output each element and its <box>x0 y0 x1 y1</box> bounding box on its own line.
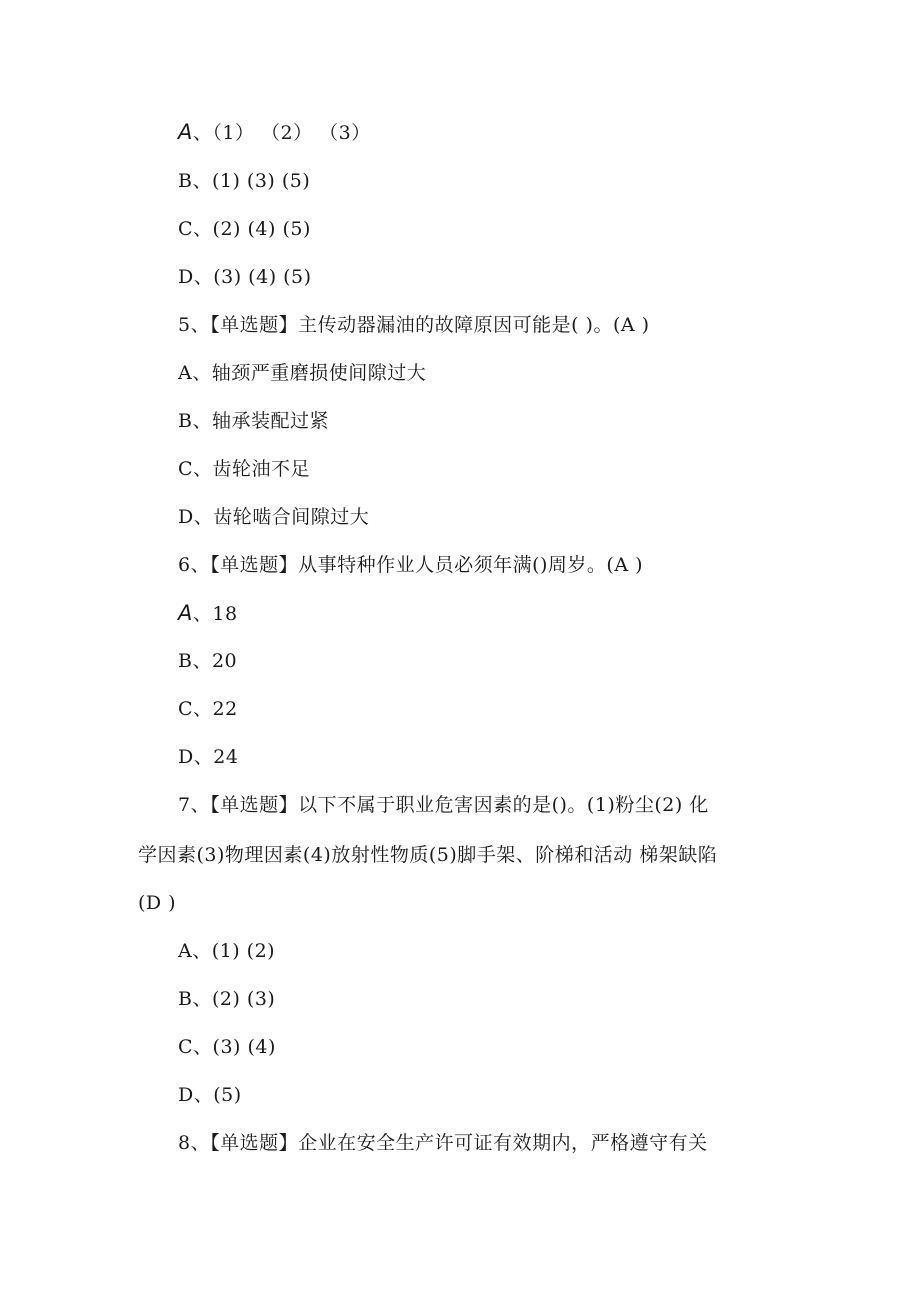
q7-question-line3: (D ) <box>138 892 177 914</box>
q7-option-d: D、(5) <box>178 1084 242 1106</box>
option-letter: A <box>178 120 193 144</box>
q7-question-line1: 7、【单选题】以下不属于职业危害因素的是()。(1)粉尘(2) 化 <box>178 794 709 816</box>
q6-option-c: C、22 <box>178 698 238 720</box>
q7-option-b: B、(2) (3) <box>178 988 276 1010</box>
q6-option-d: D、24 <box>178 746 239 768</box>
q5-question: 5、【单选题】主传动器漏油的故障原因可能是( )。(A ) <box>178 314 650 336</box>
q4-option-a <box>178 120 371 145</box>
q5-option-a: A、轴颈严重磨损使间隙过大 <box>178 362 427 384</box>
q4-option-c: C、(2) (4) (5) <box>178 218 311 240</box>
option-text: 、18 <box>192 603 238 625</box>
q7-option-c: C、(3) (4) <box>178 1036 276 1058</box>
q4-option-d: D、(3) (4) (5) <box>178 266 312 288</box>
q6-question: 6、【单选题】从事特种作业人员必须年满()周岁。(A ) <box>178 554 644 576</box>
option-text: 、（1） （2） （3） <box>192 122 371 144</box>
q4-option-b: B、(1) (3) (5) <box>178 170 311 192</box>
q8-question-line1: 8、【单选题】企业在安全生产许可证有效期内，严格遵守有关 <box>178 1132 708 1154</box>
q6-option-a <box>178 601 238 626</box>
q7-option-a: A、(1) (2) <box>178 940 276 962</box>
q6-option-b: B、20 <box>178 650 238 672</box>
option-letter: A <box>178 601 193 625</box>
q5-option-d: D、齿轮啮合间隙过大 <box>178 506 370 528</box>
q5-option-b: B、轴承装配过紧 <box>178 410 329 432</box>
q5-option-c: C、齿轮油不足 <box>178 458 311 480</box>
q7-question-line2: 学因素(3)物理因素(4)放射性物质(5)脚手架、阶梯和活动 梯架缺陷 <box>138 844 718 866</box>
